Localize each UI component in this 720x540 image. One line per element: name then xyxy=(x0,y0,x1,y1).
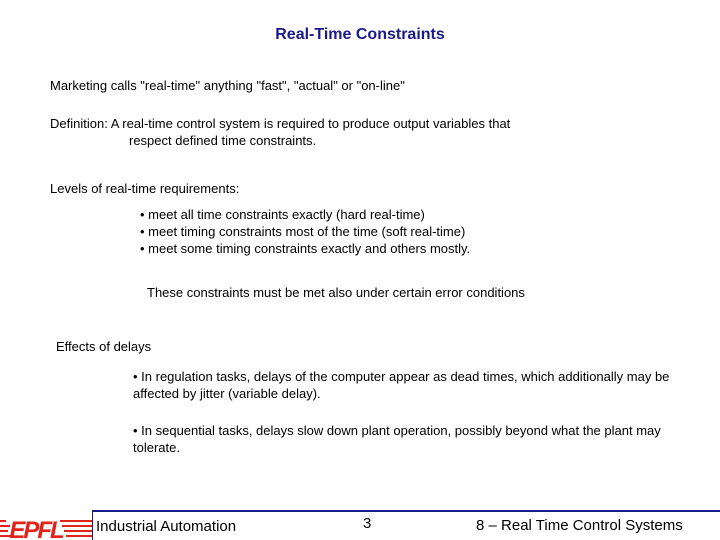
levels-heading: Levels of real-time requirements: xyxy=(50,181,240,196)
delays-item-2-line-2: tolerate. xyxy=(133,440,180,455)
epfl-logo xyxy=(0,511,92,540)
delays-item-2-line-1: • In sequential tasks, delays slow down plant operation, possibly beyond what the plant may xyxy=(133,423,661,438)
footer-rule xyxy=(92,510,720,512)
intro-text: Marketing calls "real-time" anything "fast", "actual" or "on-line" xyxy=(50,78,405,93)
delays-item-1-line-2: affected by jitter (variable delay). xyxy=(133,386,321,401)
levels-item-hard: • meet all time constraints exactly (hard real-time) xyxy=(140,207,425,222)
definition-line-1: Definition: A real-time control system is required to produce output variables that xyxy=(50,116,511,131)
footer-divider xyxy=(92,512,93,540)
levels-item-soft: • meet timing constraints most of the time (soft real-time) xyxy=(140,224,466,239)
logo-lettering: EPFL xyxy=(9,517,63,540)
definition-line-2: respect defined time constraints. xyxy=(129,133,317,148)
page-number: 3 xyxy=(363,515,372,532)
delays-item-1-line-1: • In regulation tasks, delays of the computer appear as dead times, which additionally may be xyxy=(133,369,670,384)
levels-note: These constraints must be met also under certain error conditions xyxy=(147,285,525,300)
footer-chapter: 8 – Real Time Control Systems xyxy=(476,517,683,534)
slide-title: Real-Time Constraints xyxy=(275,26,445,43)
footer-course: Industrial Automation xyxy=(96,518,237,535)
levels-item-mixed: • meet some timing constraints exactly and others mostly. xyxy=(140,241,471,256)
delays-heading: Effects of delays xyxy=(56,339,152,354)
